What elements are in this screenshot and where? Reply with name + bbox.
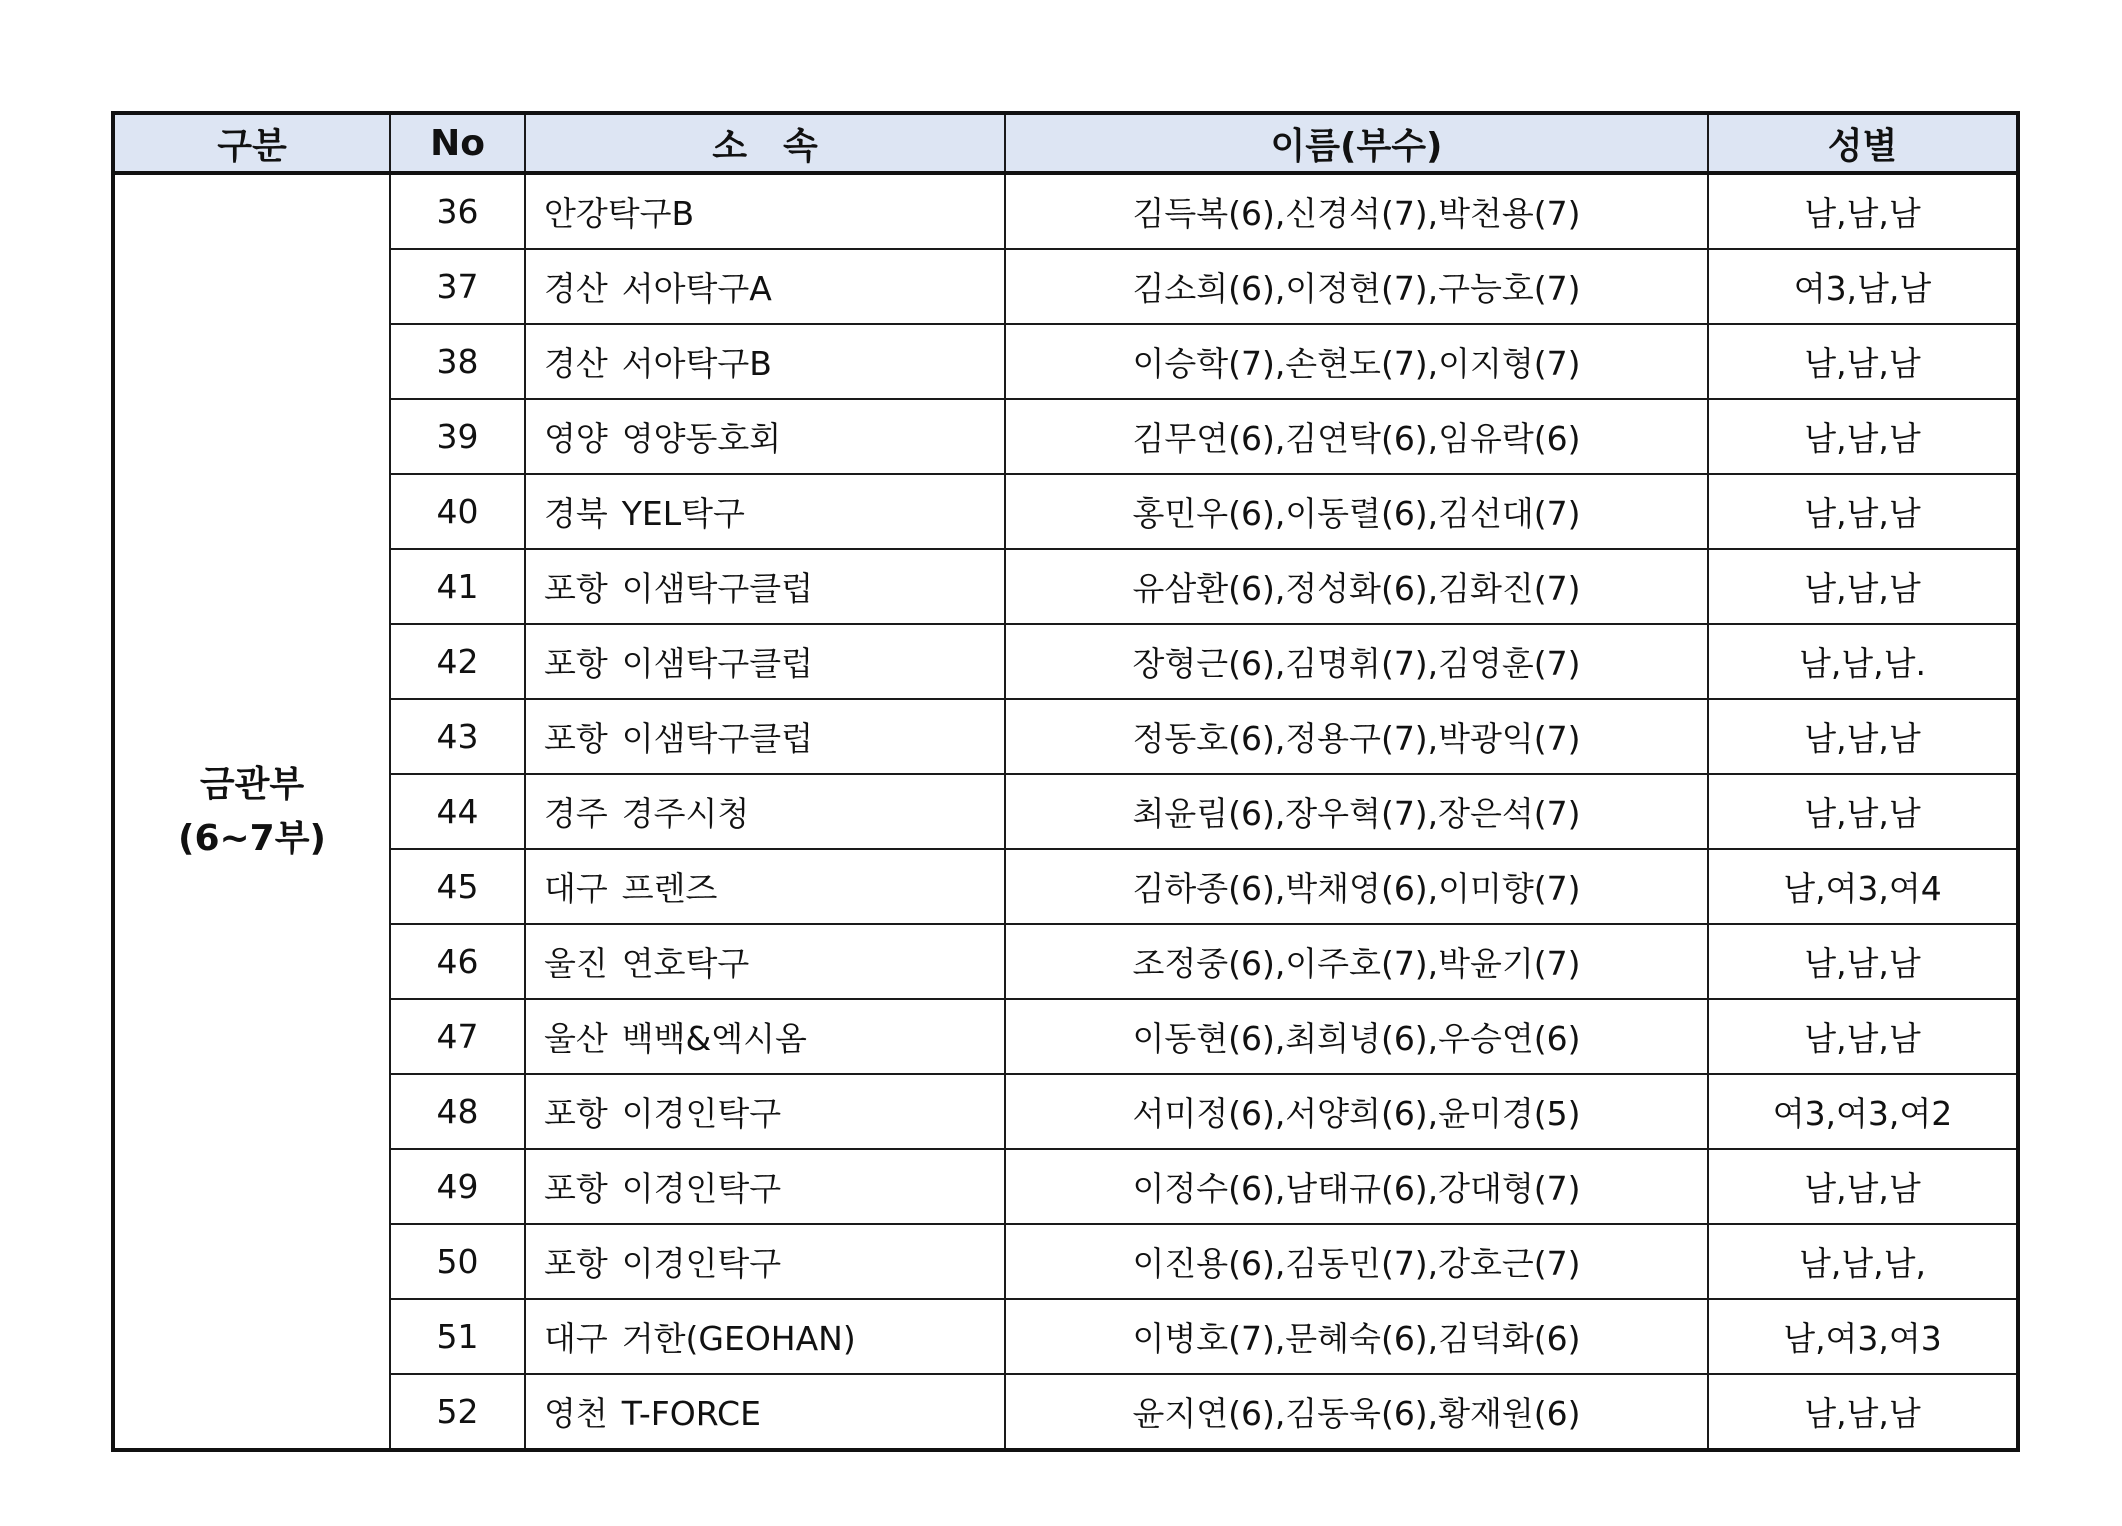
gender-cell: 남,남,남 <box>1708 924 2018 999</box>
no-cell: 38 <box>390 324 525 399</box>
table-row <box>113 1149 2018 1224</box>
gender-cell: 남,남,남 <box>1708 549 2018 624</box>
header-division: 구분 <box>113 113 390 173</box>
gender-cell: 남,남,남 <box>1708 1374 2018 1450</box>
affiliation-cell <box>525 699 1005 774</box>
affiliation-club: 이샘탁구클럽 <box>621 719 814 758</box>
names-cell: 조정중(6),이주호(7),박윤기(7) <box>1005 924 1708 999</box>
affiliation-club: 서아탁구B <box>621 344 772 383</box>
gender-cell: 남,남,남. <box>1708 624 2018 699</box>
header-affiliation: 소 속 <box>525 113 1005 173</box>
division-cell <box>113 173 390 1450</box>
header-row <box>113 113 2018 173</box>
table-row <box>113 849 2018 924</box>
gender-cell: 남,남,남, <box>1708 1224 2018 1299</box>
names-cell: 유삼환(6),정성화(6),김화진(7) <box>1005 549 1708 624</box>
affiliation-club: 백백&엑시옴 <box>621 1019 807 1058</box>
affiliation-club: 연호탁구 <box>621 944 750 983</box>
affiliation-cell <box>525 924 1005 999</box>
affiliation-region: 영천 <box>544 1394 608 1433</box>
names-cell: 최윤림(6),장우혁(7),장은석(7) <box>1005 774 1708 849</box>
affiliation-cell <box>525 774 1005 849</box>
names-cell: 서미정(6),서양희(6),윤미경(5) <box>1005 1074 1708 1149</box>
names-cell: 이동현(6),최희녕(6),우승연(6) <box>1005 999 1708 1074</box>
names-cell: 홍민우(6),이동렬(6),김선대(7) <box>1005 474 1708 549</box>
gender-cell: 남,남,남 <box>1708 1149 2018 1224</box>
header-no: No <box>390 113 525 173</box>
affiliation-cell <box>525 474 1005 549</box>
affiliation-region: 포항 <box>544 1169 608 1208</box>
affiliation-club: 이경인탁구 <box>621 1094 782 1133</box>
gender-cell: 남,남,남 <box>1708 173 2018 249</box>
gender-cell: 남,남,남 <box>1708 474 2018 549</box>
table-row <box>113 1074 2018 1149</box>
no-cell: 49 <box>390 1149 525 1224</box>
table-row <box>113 1374 2018 1450</box>
table-row <box>113 324 2018 399</box>
affiliation-region: 포항 <box>544 644 608 683</box>
names-cell: 윤지연(6),김동욱(6),황재원(6) <box>1005 1374 1708 1450</box>
gender-cell: 남,남,남 <box>1708 999 2018 1074</box>
table-body <box>113 173 2018 1450</box>
table-row <box>113 774 2018 849</box>
gender-cell: 남,여3,여3 <box>1708 1299 2018 1374</box>
affiliation-region: 대구 <box>544 869 608 908</box>
names-cell: 정동호(6),정용구(7),박광익(7) <box>1005 699 1708 774</box>
table-row <box>113 699 2018 774</box>
gender-cell: 남,남,남 <box>1708 699 2018 774</box>
no-cell: 40 <box>390 474 525 549</box>
no-cell: 51 <box>390 1299 525 1374</box>
division-name: 금관부 <box>199 763 305 805</box>
no-cell: 45 <box>390 849 525 924</box>
table-row <box>113 173 2018 249</box>
no-cell: 44 <box>390 774 525 849</box>
gender-cell: 남,남,남 <box>1708 774 2018 849</box>
gender-cell: 남,남,남 <box>1708 399 2018 474</box>
roster-table-container <box>111 111 2016 1452</box>
affiliation-club: 거한(GEOHAN) <box>621 1319 856 1358</box>
affiliation-club: 이샘탁구클럽 <box>621 644 814 683</box>
division-range: (6~7부) <box>178 817 326 859</box>
affiliation-club: 프렌즈 <box>621 869 718 908</box>
affiliation-cell <box>525 1374 1005 1450</box>
no-cell: 41 <box>390 549 525 624</box>
affiliation-club: YEL탁구 <box>621 494 745 533</box>
names-cell: 장형근(6),김명휘(7),김영훈(7) <box>1005 624 1708 699</box>
gender-cell: 여3,남,남 <box>1708 249 2018 324</box>
no-cell: 48 <box>390 1074 525 1149</box>
affiliation-region: 영양 <box>544 419 608 458</box>
table-row <box>113 624 2018 699</box>
affiliation-cell <box>525 173 1005 249</box>
affiliation-region: 경산 <box>544 269 608 308</box>
names-cell: 이진용(6),김동민(7),강호근(7) <box>1005 1224 1708 1299</box>
names-cell: 김득복(6),신경석(7),박천용(7) <box>1005 173 1708 249</box>
table-row <box>113 924 2018 999</box>
affiliation-club: 영양동호회 <box>621 419 782 458</box>
table-row <box>113 549 2018 624</box>
table-header <box>113 113 2018 173</box>
affiliation-cell <box>525 999 1005 1074</box>
gender-cell: 여3,여3,여2 <box>1708 1074 2018 1149</box>
affiliation-region: 경주 <box>544 794 608 833</box>
affiliation-region: 울산 <box>544 1019 608 1058</box>
table-row <box>113 1299 2018 1374</box>
affiliation-cell <box>525 249 1005 324</box>
table-row <box>113 999 2018 1074</box>
affiliation-club: 서아탁구A <box>621 269 772 308</box>
affiliation-region: 포항 <box>544 569 608 608</box>
no-cell: 46 <box>390 924 525 999</box>
no-cell: 47 <box>390 999 525 1074</box>
affiliation-region: 포항 <box>544 1244 608 1283</box>
header-names: 이름(부수) <box>1005 113 1708 173</box>
affiliation-club: 경주시청 <box>621 794 750 833</box>
names-cell: 이승학(7),손현도(7),이지형(7) <box>1005 324 1708 399</box>
affiliation-cell <box>525 399 1005 474</box>
affiliation-club: 이경인탁구 <box>621 1244 782 1283</box>
affiliation-club: 이샘탁구클럽 <box>621 569 814 608</box>
affiliation-cell <box>525 849 1005 924</box>
no-cell: 39 <box>390 399 525 474</box>
no-cell: 52 <box>390 1374 525 1450</box>
names-cell: 김무연(6),김연탁(6),임유락(6) <box>1005 399 1708 474</box>
names-cell: 김소희(6),이정현(7),구능호(7) <box>1005 249 1708 324</box>
affiliation-club: 이경인탁구 <box>621 1169 782 1208</box>
header-gender: 성별 <box>1708 113 2018 173</box>
table-row <box>113 1224 2018 1299</box>
gender-cell: 남,여3,여4 <box>1708 849 2018 924</box>
affiliation-cell <box>525 1149 1005 1224</box>
roster-table <box>111 111 2020 1452</box>
names-cell: 김하종(6),박채영(6),이미향(7) <box>1005 849 1708 924</box>
affiliation-cell <box>525 324 1005 399</box>
no-cell: 50 <box>390 1224 525 1299</box>
names-cell: 이정수(6),남태규(6),강대형(7) <box>1005 1149 1708 1224</box>
names-cell: 이병호(7),문혜숙(6),김덕화(6) <box>1005 1299 1708 1374</box>
affiliation-region: 대구 <box>544 1319 608 1358</box>
affiliation-cell <box>525 624 1005 699</box>
affiliation-region: 포항 <box>544 1094 608 1133</box>
affiliation-region: 울진 <box>544 944 608 983</box>
affiliation-region: 경북 <box>544 494 608 533</box>
affiliation-cell <box>525 549 1005 624</box>
affiliation-club: T-FORCE <box>621 1394 761 1433</box>
no-cell: 42 <box>390 624 525 699</box>
table-row <box>113 249 2018 324</box>
affiliation-cell <box>525 1299 1005 1374</box>
table-row <box>113 474 2018 549</box>
no-cell: 37 <box>390 249 525 324</box>
no-cell: 36 <box>390 173 525 249</box>
gender-cell: 남,남,남 <box>1708 324 2018 399</box>
no-cell: 43 <box>390 699 525 774</box>
table-row <box>113 399 2018 474</box>
affiliation-region: 경산 <box>544 344 608 383</box>
affiliation-cell <box>525 1074 1005 1149</box>
affiliation-region: 포항 <box>544 719 608 758</box>
affiliation-cell <box>525 1224 1005 1299</box>
affiliation-club: 안강탁구B <box>544 194 695 233</box>
